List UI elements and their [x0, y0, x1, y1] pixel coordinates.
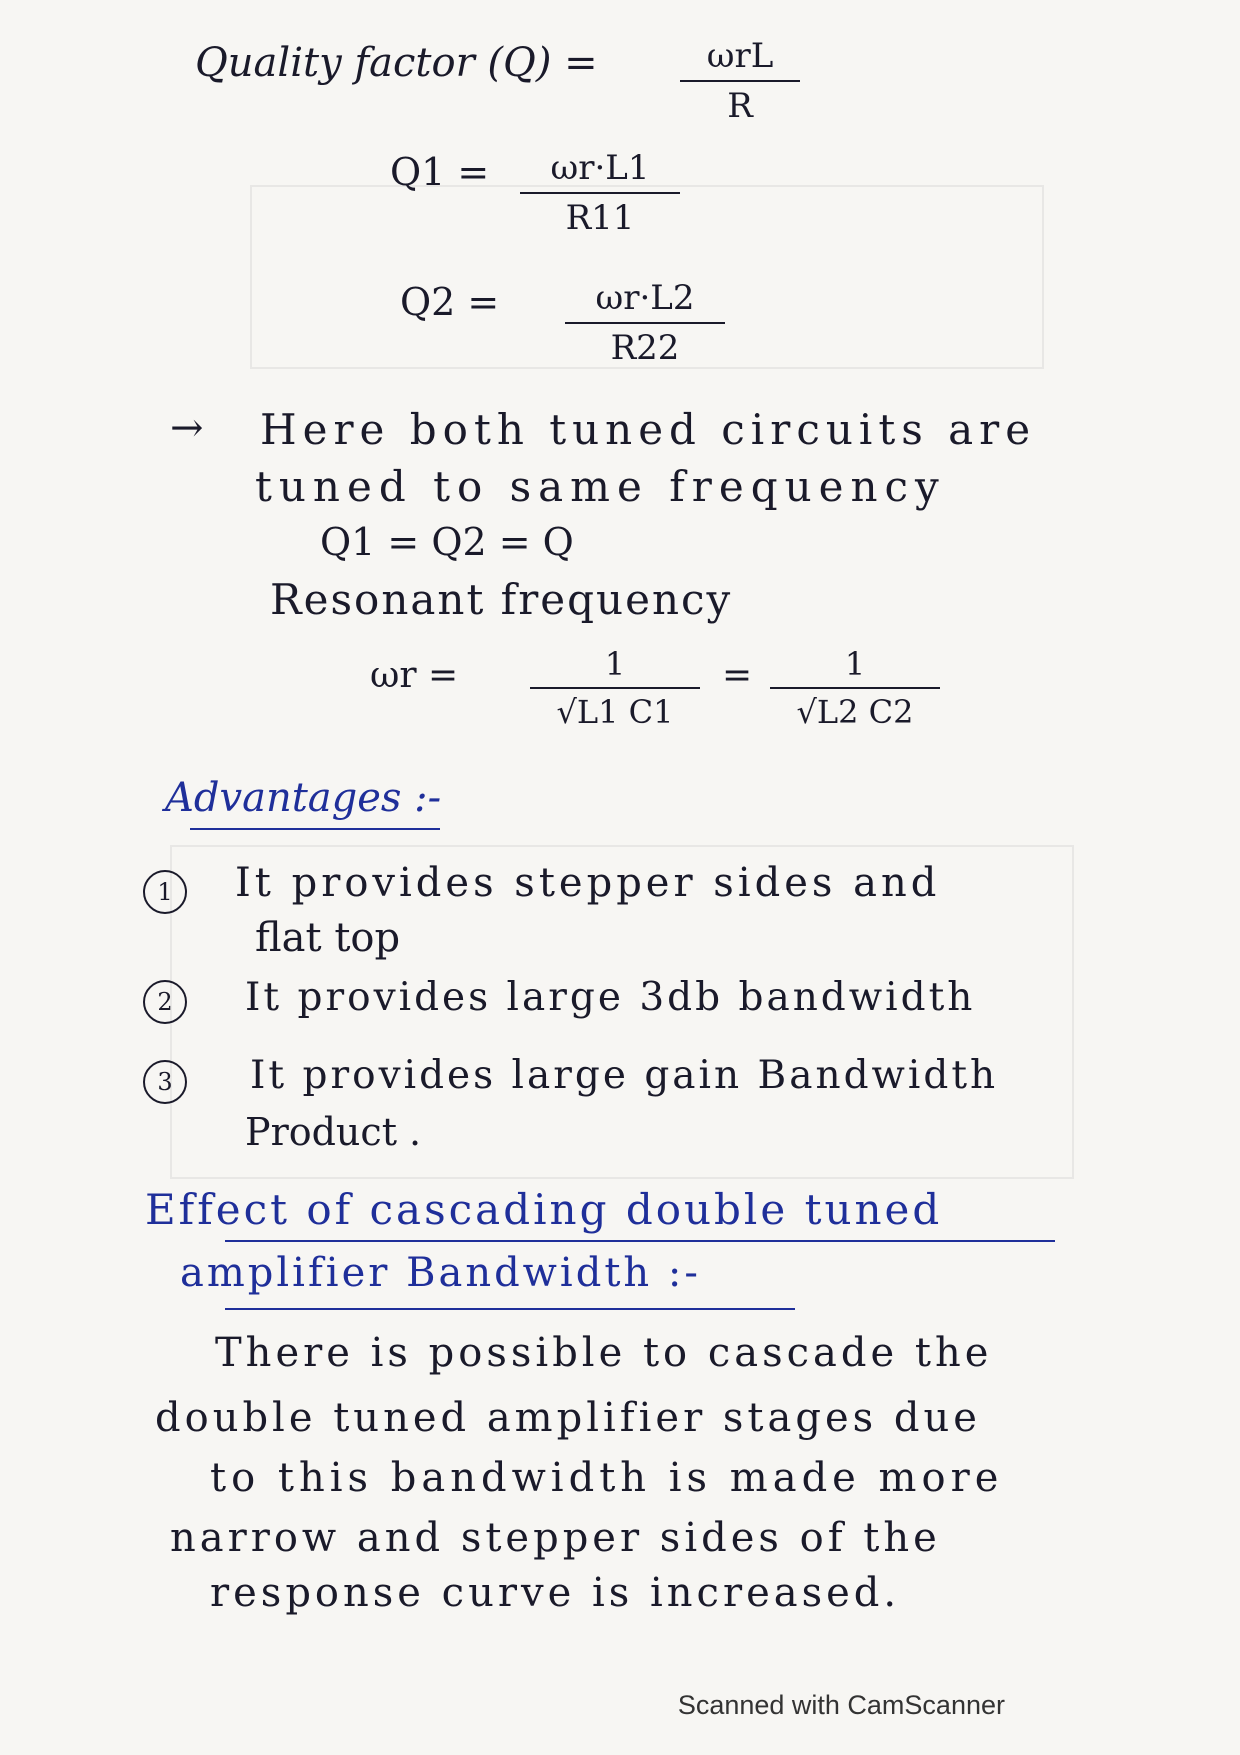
- advantage-1-line-2: flat top: [255, 915, 401, 961]
- quality-factor-denominator: R: [727, 86, 753, 126]
- effect-underline: [225, 1240, 1055, 1242]
- quality-factor-label: Quality factor (Q) =: [195, 40, 598, 86]
- effect-heading-line-2: amplifier Bandwidth :-: [180, 1250, 701, 1296]
- fraction-bar: [565, 322, 725, 324]
- advantage-3-line-2: Product .: [245, 1110, 422, 1154]
- scanner-watermark: Scanned with CamScanner: [677, 1690, 1005, 1720]
- number-badge: 3: [143, 1060, 187, 1104]
- paragraph-line: to this bandwidth is made more: [210, 1455, 1004, 1501]
- number-badge: 1: [143, 870, 187, 914]
- effect-underline: [225, 1308, 795, 1310]
- resonant-fraction-1: [530, 645, 700, 731]
- resonant-numerator-1: 1: [604, 645, 626, 683]
- resonant-equals: =: [722, 655, 753, 696]
- paragraph-line: narrow and stepper sides of the: [170, 1515, 941, 1561]
- q2-label: Q2 =: [400, 280, 500, 324]
- number-badge: 2: [143, 980, 187, 1024]
- advantage-2-line-1: It provides large 3db bandwidth: [245, 975, 976, 1020]
- resonant-fraction-2: [770, 645, 940, 731]
- resonant-denominator-1: √L1 C1: [556, 693, 674, 731]
- q1-denominator: R11: [565, 198, 635, 238]
- statement-line-1: Here both tuned circuits are: [260, 405, 1037, 454]
- arrow-icon: →: [170, 405, 204, 451]
- paragraph-line: double tuned amplifier stages due: [155, 1395, 981, 1441]
- effect-heading-line-1: Effect of cascading double tuned: [145, 1185, 943, 1234]
- advantages-heading: Advantages :-: [165, 775, 442, 821]
- q2-fraction: [565, 278, 725, 368]
- q1-fraction: [520, 148, 680, 238]
- advantage-1-line-1: It provides stepper sides and: [235, 860, 941, 906]
- statement-line-2: tuned to same frequency: [255, 462, 946, 511]
- q1-label: Q1 =: [390, 150, 490, 194]
- resonant-denominator-2: √L2 C2: [796, 693, 914, 731]
- fraction-bar: [770, 687, 940, 689]
- fraction-bar: [680, 80, 800, 82]
- quality-factor-numerator: ωrL: [706, 36, 774, 76]
- q-equality: Q1 = Q2 = Q: [320, 520, 574, 564]
- paragraph-line: There is possible to cascade the: [215, 1330, 993, 1376]
- quality-factor-fraction: [680, 36, 800, 126]
- resonant-heading: Resonant frequency: [270, 575, 733, 624]
- resonant-lhs: ωr =: [370, 655, 459, 696]
- fraction-bar: [530, 687, 700, 689]
- paragraph-line: response curve is increased.: [210, 1570, 901, 1616]
- resonant-numerator-2: 1: [844, 645, 866, 683]
- q2-numerator: ωr·L2: [595, 278, 695, 318]
- fraction-bar: [520, 192, 680, 194]
- q1-numerator: ωr·L1: [550, 148, 650, 188]
- advantage-3-line-1: It provides large gain Bandwidth: [250, 1053, 999, 1098]
- q2-denominator: R22: [610, 328, 680, 368]
- advantages-underline: [190, 828, 440, 830]
